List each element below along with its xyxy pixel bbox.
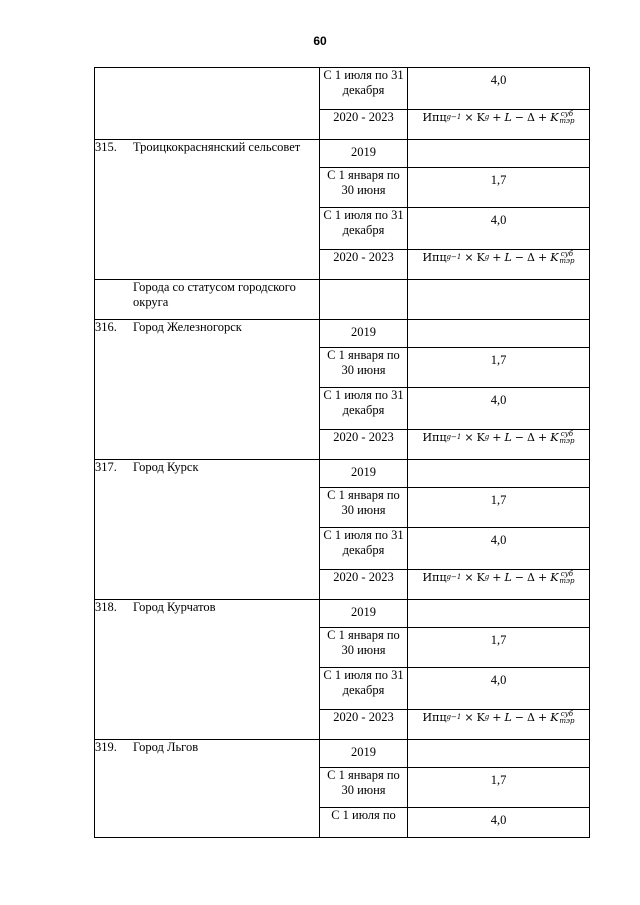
formula-part [447, 250, 462, 265]
formula-symbol: K [550, 431, 559, 444]
period-cell [320, 430, 408, 460]
period-cell [320, 740, 408, 768]
period-cell [320, 110, 408, 140]
formula-part [550, 570, 558, 585]
period-cell [320, 348, 408, 388]
formula-part [447, 570, 462, 585]
period-text: С 1 января по 30 июня [327, 628, 400, 657]
formula-sub: тэр [559, 716, 575, 725]
formula-part: Δ [527, 111, 535, 124]
value-text: 4,0 [490, 813, 507, 827]
formula-kter-scripts [559, 571, 574, 585]
formula-symbol: g [484, 253, 490, 261]
formula-part: + [537, 571, 548, 584]
period-text: С 1 июля по 31 декабря [323, 68, 404, 97]
tariff-table-body [95, 68, 590, 838]
value-cell [408, 740, 590, 768]
page-number: 60 [313, 34, 327, 48]
value-text: 1,7 [490, 773, 507, 787]
value-cell [408, 600, 590, 628]
formula-part [504, 710, 511, 725]
formula-part: Δ [527, 571, 535, 584]
table-row [95, 68, 590, 110]
indexation-formula [408, 710, 589, 725]
municipality-name: Город Курчатов [133, 600, 216, 614]
municipality-cell [95, 740, 320, 838]
value-cell [408, 460, 590, 488]
period-cell [320, 280, 408, 320]
formula-sub: тэр [559, 116, 575, 125]
period-text: 2020 - 2023 [333, 570, 394, 584]
value-cell [408, 628, 590, 668]
formula-sup: суб [560, 429, 574, 438]
value-cell [408, 320, 590, 348]
value-text: 4,0 [490, 673, 507, 687]
indexation-formula [408, 430, 589, 445]
period-cell [320, 570, 408, 600]
formula-part: Δ [527, 251, 535, 264]
formula-symbol: K [550, 711, 559, 724]
formula-symbol: g−1 [446, 573, 462, 581]
period-text: 2019 [351, 465, 376, 479]
formula-part: + [537, 711, 548, 724]
formula-part: × [464, 571, 474, 584]
formula-symbol: g−1 [446, 713, 462, 721]
period-text: С 1 июля по 31 декабря [323, 528, 404, 557]
value-cell [408, 68, 590, 110]
period-cell [320, 808, 408, 838]
value-text: 1,7 [490, 353, 507, 367]
municipality-name: Город Льгов [133, 740, 199, 754]
municipality-name: Троицкокраснянский сельсовет [133, 140, 301, 154]
period-cell [320, 208, 408, 250]
period-cell [320, 528, 408, 570]
formula-symbol: L [504, 111, 512, 124]
value-cell [408, 768, 590, 808]
period-cell [320, 320, 408, 348]
value-text: 1,7 [490, 633, 507, 647]
formula-symbol: K [550, 111, 559, 124]
period-cell [320, 250, 408, 280]
period-cell [320, 140, 408, 168]
value-text: 1,7 [490, 493, 507, 507]
formula-symbol: g−1 [446, 113, 462, 121]
formula-part [447, 710, 462, 725]
period-text: 2019 [351, 745, 376, 759]
formula-part: Ипц [422, 251, 447, 264]
formula-symbol: K [550, 251, 559, 264]
formula-part [550, 250, 558, 265]
period-text: 2020 - 2023 [333, 710, 394, 724]
municipality-cell [95, 140, 320, 280]
formula-part: + [492, 571, 502, 584]
formula-part [550, 710, 558, 725]
value-text: 1,7 [490, 173, 507, 187]
row-number: 317. [95, 460, 117, 474]
municipality-cell [95, 460, 320, 600]
formula-part: − [514, 111, 525, 124]
tariff-table [94, 67, 590, 838]
period-cell [320, 710, 408, 740]
formula-part: + [492, 711, 502, 724]
formula-part: Ипц [422, 571, 447, 584]
formula-part: + [537, 251, 548, 264]
formula-part: Δ [527, 431, 535, 444]
period-text: 2020 - 2023 [333, 430, 394, 444]
formula-symbol: L [504, 711, 512, 724]
period-cell [320, 460, 408, 488]
formula-part: × [464, 111, 474, 124]
formula-symbol: g−1 [446, 253, 462, 261]
indexation-formula [408, 570, 589, 585]
formula-part: K [476, 571, 485, 584]
formula-part: − [514, 571, 525, 584]
formula-part [447, 430, 462, 445]
formula-part: − [514, 251, 525, 264]
municipality-cell [95, 600, 320, 740]
formula-part [504, 570, 511, 585]
formula-part: + [492, 251, 502, 264]
formula-sub: тэр [559, 576, 575, 585]
formula-symbol: L [504, 571, 512, 584]
row-number: 319. [95, 740, 117, 754]
formula-part: × [464, 251, 474, 264]
formula-sub: тэр [559, 256, 575, 265]
formula-sup: суб [560, 249, 574, 258]
municipality-cell [95, 68, 320, 140]
formula-cell [408, 570, 590, 600]
formula-sup: суб [560, 709, 574, 718]
table-row [95, 320, 590, 348]
value-cell [408, 388, 590, 430]
formula-part [485, 110, 489, 125]
period-text: С 1 июля по 31 декабря [323, 668, 404, 697]
table-row [95, 600, 590, 628]
period-cell [320, 388, 408, 430]
formula-part: Ипц [422, 711, 447, 724]
formula-part: + [537, 111, 548, 124]
formula-part: × [464, 431, 474, 444]
formula-kter-scripts [559, 251, 574, 265]
formula-symbol: L [504, 431, 512, 444]
formula-part [504, 110, 511, 125]
formula-part: − [514, 431, 525, 444]
period-text: С 1 июля по [331, 808, 396, 822]
formula-part: K [476, 251, 485, 264]
formula-part: + [492, 111, 502, 124]
formula-part [504, 430, 511, 445]
period-text: 2020 - 2023 [333, 110, 394, 124]
formula-symbol: g [484, 433, 490, 441]
municipality-name: Город Курск [133, 460, 199, 474]
value-cell [408, 280, 590, 320]
period-text: С 1 января по 30 июня [327, 488, 400, 517]
formula-part: − [514, 711, 525, 724]
period-text: С 1 июля по 31 декабря [323, 388, 404, 417]
group-label: Города со статусом городского округа [133, 280, 296, 309]
formula-symbol: g [484, 113, 490, 121]
period-text: 2019 [351, 145, 376, 159]
municipality-cell [95, 320, 320, 460]
formula-part [485, 430, 489, 445]
indexation-formula [408, 250, 589, 265]
formula-cell [408, 250, 590, 280]
formula-sup: суб [560, 109, 574, 118]
formula-symbol: K [550, 571, 559, 584]
formula-symbol: g [484, 713, 490, 721]
value-cell [408, 348, 590, 388]
period-cell [320, 628, 408, 668]
formula-part: Ипц [422, 111, 447, 124]
formula-part: K [476, 431, 485, 444]
period-text: 2019 [351, 605, 376, 619]
formula-part: + [492, 431, 502, 444]
table-row [95, 140, 590, 168]
formula-part: K [476, 111, 485, 124]
formula-part [550, 110, 558, 125]
value-cell [408, 668, 590, 710]
formula-part: Δ [527, 711, 535, 724]
formula-kter-scripts [559, 431, 574, 445]
formula-symbol: L [504, 251, 512, 264]
formula-part: Ипц [422, 431, 447, 444]
formula-part [550, 430, 558, 445]
group-cell [95, 280, 320, 320]
formula-part: + [537, 431, 548, 444]
period-text: 2019 [351, 325, 376, 339]
value-cell [408, 140, 590, 168]
value-text: 4,0 [490, 533, 507, 547]
period-cell [320, 488, 408, 528]
formula-part: K [476, 711, 485, 724]
formula-part [485, 250, 489, 265]
formula-cell [408, 430, 590, 460]
value-cell [408, 808, 590, 838]
formula-part [485, 710, 489, 725]
period-text: С 1 января по 30 июня [327, 768, 400, 797]
period-text: С 1 января по 30 июня [327, 168, 400, 197]
formula-part [504, 250, 511, 265]
formula-cell [408, 110, 590, 140]
table-row [95, 280, 590, 320]
period-text: С 1 июля по 31 декабря [323, 208, 404, 237]
formula-sup: суб [560, 569, 574, 578]
period-cell [320, 768, 408, 808]
formula-sub: тэр [559, 436, 575, 445]
indexation-formula [408, 110, 589, 125]
value-text: 4,0 [490, 213, 507, 227]
table-row [95, 740, 590, 768]
municipality-name: Город Железногорск [133, 320, 242, 334]
row-number: 318. [95, 600, 117, 614]
period-cell [320, 600, 408, 628]
row-number: 315. [95, 140, 117, 154]
formula-cell [408, 710, 590, 740]
formula-kter-scripts [559, 111, 574, 125]
period-text: 2020 - 2023 [333, 250, 394, 264]
row-number: 316. [95, 320, 117, 334]
formula-part: × [464, 711, 474, 724]
value-text: 4,0 [490, 393, 507, 407]
formula-kter-scripts [559, 711, 574, 725]
value-text: 4,0 [490, 73, 507, 87]
formula-part [485, 570, 489, 585]
period-text: С 1 января по 30 июня [327, 348, 400, 377]
value-cell [408, 168, 590, 208]
period-cell [320, 68, 408, 110]
value-cell [408, 528, 590, 570]
formula-symbol: g−1 [446, 433, 462, 441]
formula-symbol: g [484, 573, 490, 581]
value-cell [408, 208, 590, 250]
period-cell [320, 168, 408, 208]
formula-part [447, 110, 462, 125]
value-cell [408, 488, 590, 528]
table-row [95, 460, 590, 488]
period-cell [320, 668, 408, 710]
